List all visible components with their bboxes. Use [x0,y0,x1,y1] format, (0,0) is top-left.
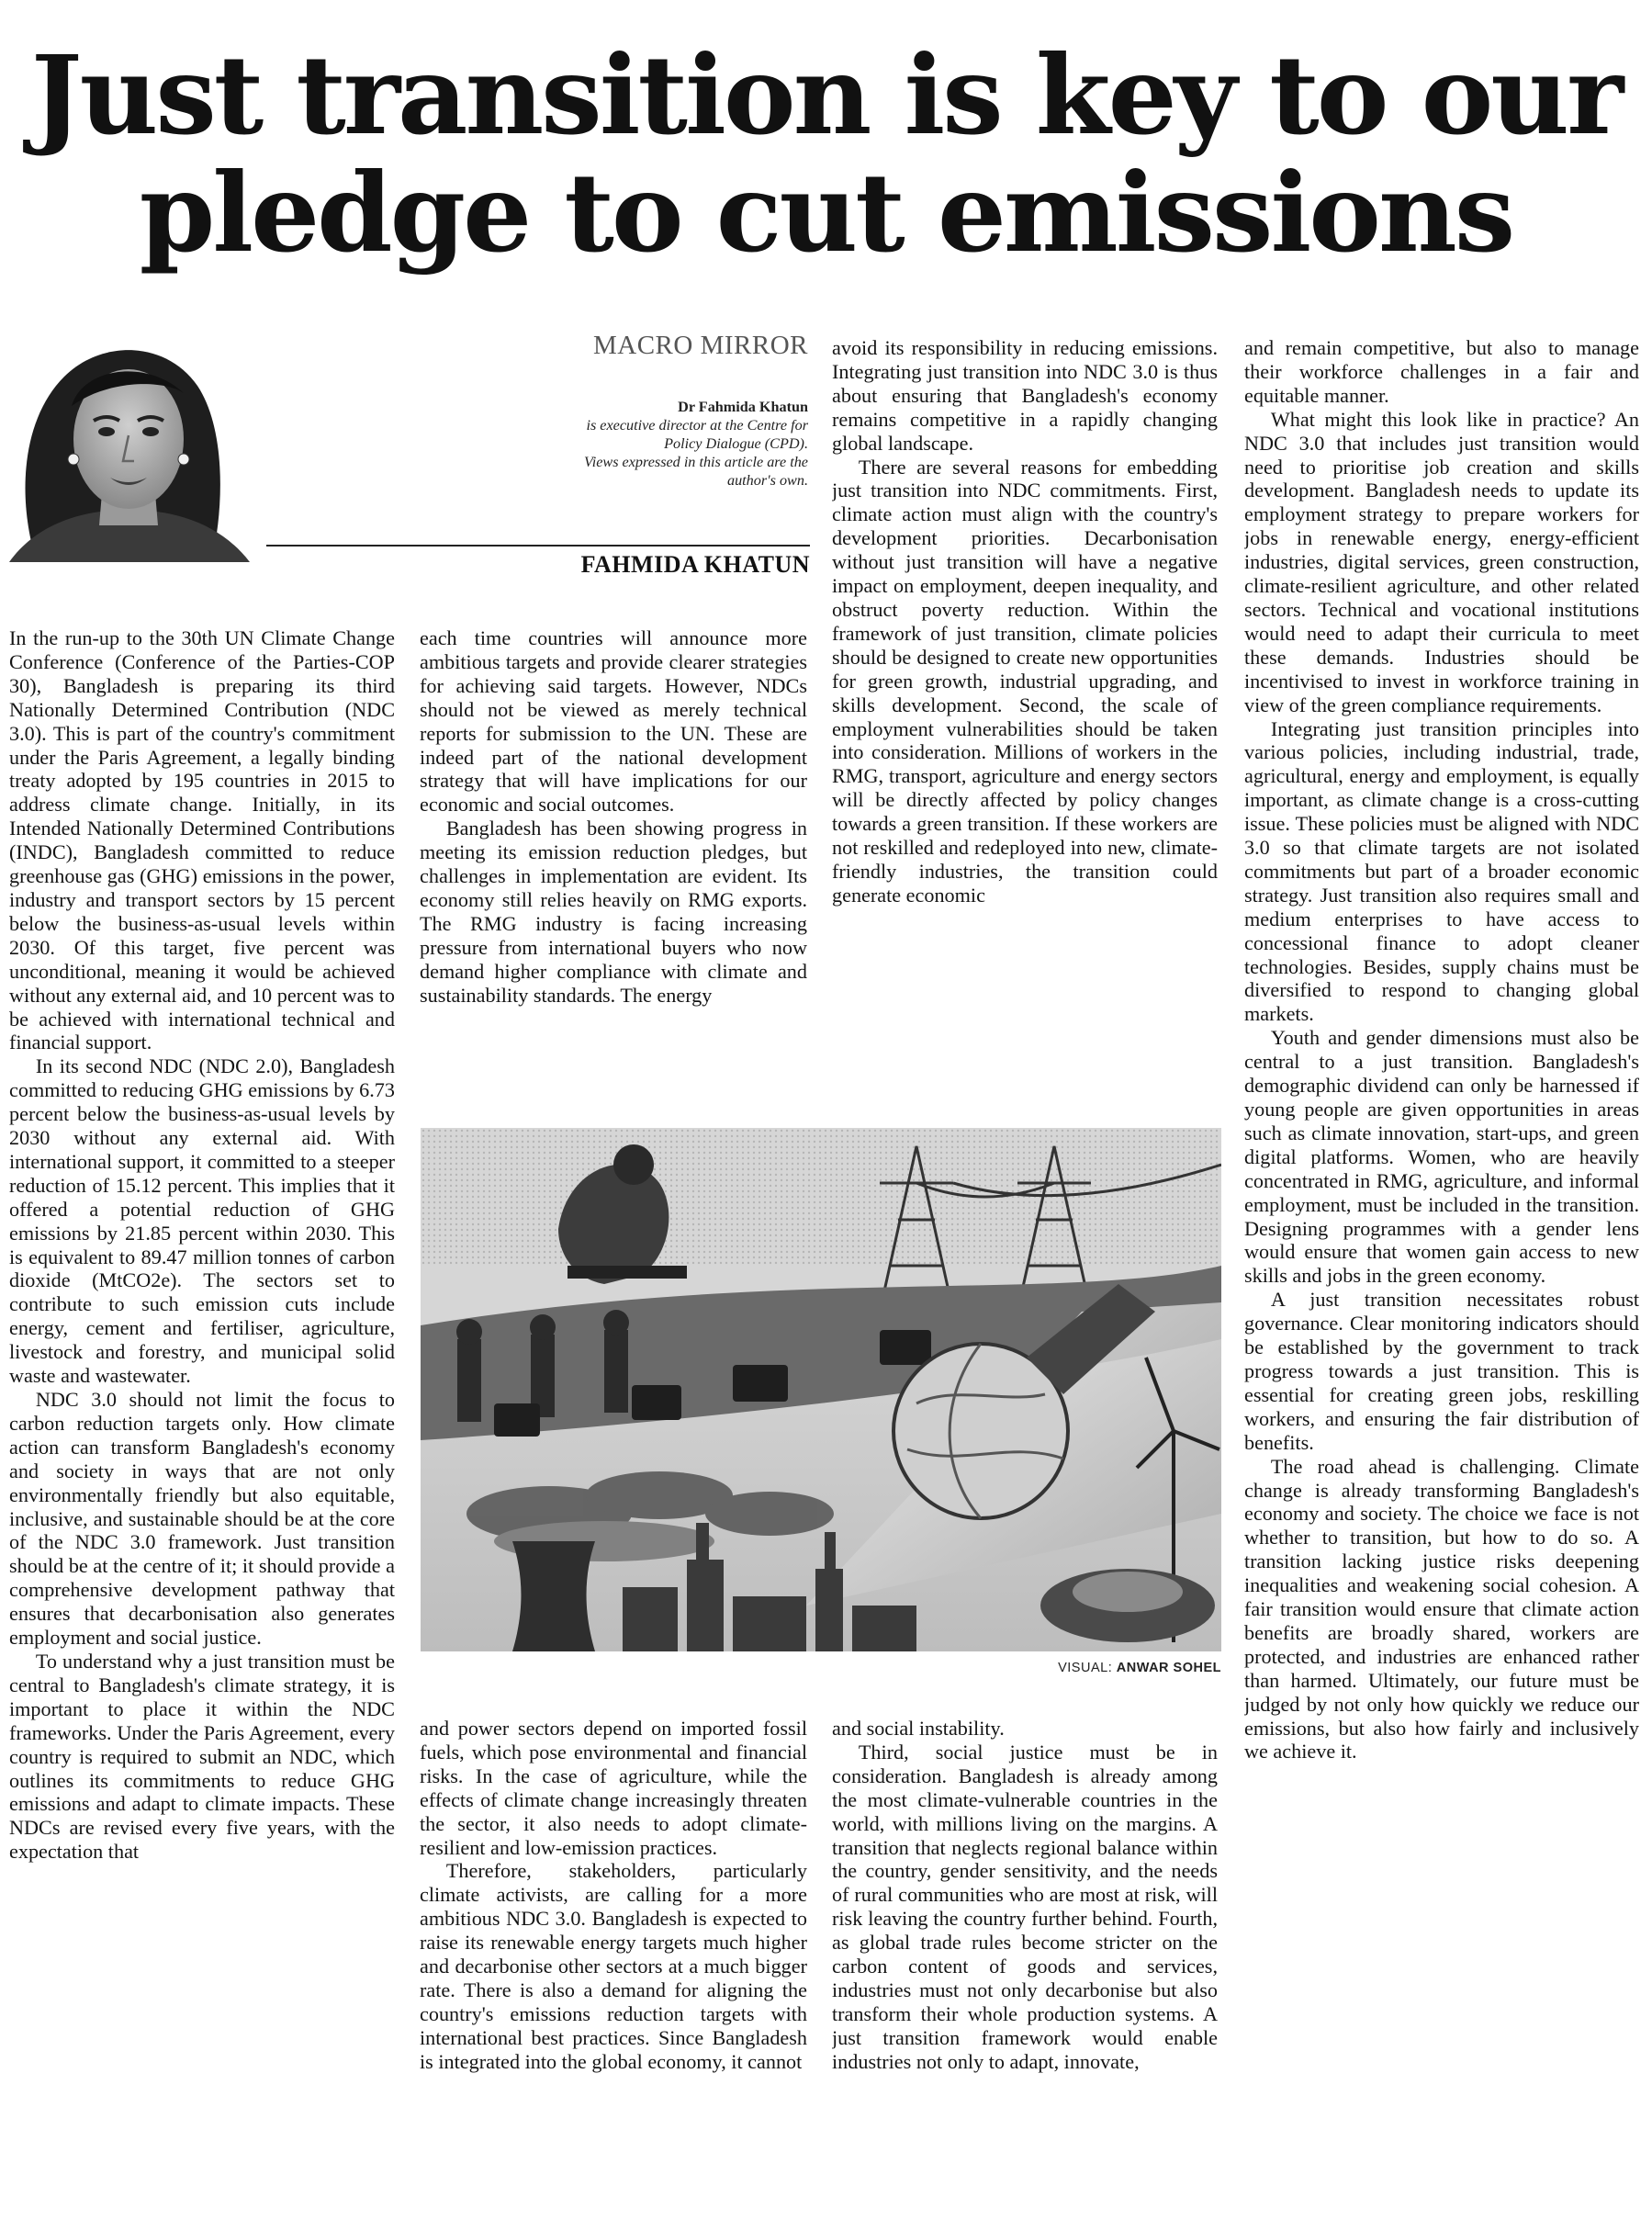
column-label: MACRO MIRROR [592,331,808,360]
article-column-3-top [832,336,1218,1122]
body-paragraph: In its second NDC (NDC 2.0), Bangladesh committed to reducing GHG emissions by 6.73 percent below the business-as-usual levels by 2030 without any external aid. With international support, it committed to a steeper reduction of 15.12 percent. This implies that it offered a potential reduction of GHG emissions by 21.85 percent within 2030. This is equivalent to 89.47 million tonnes of carbon dioxide (MtCO2e). The sectors set to contribute to such emission cuts include energy, cement and fertiliser, agriculture, livestock and forestry, and municipal solid waste and wastewater. [9,1054,395,1388]
body-paragraph: Bangladesh has been showing progress in meeting its emission reduction pledges, but challenges in implementation are evident. Its economy still relies heavily on RMG exports. The RMG industry is facing increasing pressure from international buyers who now demand higher compliance with climate and sustainability standards. The energy [420,817,807,1007]
headline-line-2: pledge to cut emissions [139,149,1513,276]
article-column-3-bottom [832,1717,1218,2220]
visual-credit [918,1661,1221,1675]
body-paragraph: Youth and gender dimensions must also be central to a just transition. Bangladesh's demographic dividend can only be harnessed if young people are given opportunities in areas such as climate innovation, start-ups, and green digital platforms. Women, who are heavily concentrated in RMG, agriculture, and informal employment, must be included in the transition. Designing programmes with a gender lens would ensure that women gain access to new skills and jobs in the green economy. [1244,1026,1639,1288]
article-column-4 [1244,336,1639,2220]
body-paragraph: The road ahead is challenging. Climate change is already transforming Bangladesh's economy and society. The choice we face is not whether to transition, but how to do so. A transition lacking justice risks deepening inequalities and weakening social cohesion. A fair transition would ensure that climate action benefits are broadly shared, workers are protected, and industries are enhanced rather than harmed. Ultimately, our future must be judged by not only how quickly we reduce our emissions, but also how fairly and inclusively we achieve it. [1244,1454,1639,1764]
author-bio-line: is executive director at the Centre for [586,417,808,434]
headline-line-1: Just transition is key to our [30,31,1622,159]
body-paragraph: avoid its responsibility in reducing emissions. Integrating just transition into NDC 3.0 is thus about ensuring that Bangladesh's economy remains competitive in a rapidly changing global landscape. [832,336,1218,455]
body-paragraph: NDC 3.0 should not limit the focus to carbon reduction targets only. How climate action can transform Bangladesh's economy and society in ways that are not only environmentally friendly but also equitable, inclusive, and sustainable should be at the core of the NDC 3.0 framework. Just transition should be at the centre of it; it should provide a comprehensive development pathway that ensures that decarbonisation also generates employment and social justice. [9,1388,395,1650]
body-paragraph: and remain competitive, but also to manage their workforce challenges in a fair and equitable manner. [1244,336,1639,407]
body-paragraph: each time countries will announce more ambitious targets and provide clearer strategies for achieving said targets. However, NDCs should not be viewed as merely technical reports for submission to the UN. These are indeed part of the national development strategy that will have implications for our economic and social outcomes. [420,626,807,817]
illustration [421,1128,1221,1651]
byline: FAHMIDA KHATUN [580,551,810,578]
body-paragraph: To understand why a just transition must be central to Bangladesh's climate strategy, it is important to place it within the NDC frameworks. Under the Paris Agreement, every country is required to submit an NDC, which outlines its commitments to reduce GHG emissions and adapt to climate impacts. These NDCs are revised every five years, with the expectation that [9,1649,395,1864]
body-paragraph: In the run-up to the 30th UN Climate Change Conference (Conference of the Parties-COP 30), Bangladesh is preparing its third Nationally Determined Contribution (NDC 3.0). This is part of the country's commitment under the Paris Agreement, a legally binding treaty adopted by 195 countries in 2015 to address climate change. Initially, in its Intended Nationally Determined Contributions (INDC), Bangladesh committed to reduce greenhouse gas (GHG) emissions in the power, industry and transport sectors by 15 percent below the business-as-usual levels within 2030. Of this target, five percent was unconditional, meaning it would be achieved without any external aid, and 10 percent was to be achieved with international technical and financial support. [9,626,395,1054]
visual-credit-label: VISUAL: [1058,1661,1113,1675]
author-bio [487,398,808,490]
body-paragraph: and social instability. [832,1717,1005,1740]
body-paragraph: and power sectors depend on imported fossil fuels, which pose environmental and financial risks. In the case of agriculture, while the effects of climate change increasingly threaten the sector, it also needs to adopt climate-resilient and low-emission practices. [420,1717,807,1859]
author-portrait [0,321,266,562]
author-name: Dr Fahmida Khatun [678,399,808,415]
article-column-1 [9,626,395,2220]
byline-divider [266,545,810,547]
article-column-2-bottom [420,1717,807,2220]
body-paragraph: A just transition necessitates robust governance. Clear monitoring indicators should be established by the government to track progress towards a just transition. This is essential for creating green jobs, reskilling workers, and ensuring the fair distribution of benefits. [1244,1288,1639,1454]
article-column-2-top [420,626,807,1122]
body-paragraph: Therefore, stakeholders, particularly climate activists, are calling for a more ambitious NDC 3.0. Bangladesh is expected to raise its renewable energy targets much higher and decarbonise other sectors at a much bigger rate. There is also a demand for aligning the country's emissions reduction targets with international best practices. Since Bangladesh is integrated into the global economy, it cannot [420,1859,807,2073]
visual-credit-name: ANWAR SOHEL [1116,1661,1221,1675]
headline [0,31,1652,276]
author-bio-line: Policy Dialogue (CPD). [664,435,808,452]
author-bio-line: author's own. [726,472,808,489]
body-paragraph: There are several reasons for embedding just transition into NDC commitments. First, climate action must align with the country's development priorities. Decarbonisation without just transition will have a negative impact on employment, deepen inequality, and obstruct poverty reduction. Within the framework of just transition, climate policies should be designed to create new opportunities for green growth, industrial upgrading, and skills development. Second, the scale of employment vulnerabilities should be taken into consideration. Millions of workers in the RMG, transport, agriculture and energy sectors will be directly affected by policy changes towards a green transition. If these workers are not reskilled and redeployed into new, climate-friendly industries, the transition could generate economic [832,455,1218,907]
body-paragraph: Third, social justice must be in consideration. Bangladesh is already among the most climate-vulnerable countries in the world, with millions living on the margins. A transition that neglects regional balance within the country, gender sensitivity, and the needs of rural communities who are most at risk, will risk leaving the country further behind. Fourth, as global trade rules become stricter on the carbon content of goods and services, industries must not only decarbonise but also transform their whole production systems. A just transition framework would enable industries not only to adapt, innovate, [832,1740,1218,2073]
body-paragraph: Integrating just transition principles into various policies, including industrial, trade, agricultural, energy and employment, is equally important, as climate change is a cross-cutting issue. These policies must be aligned with NDC 3.0 so that climate targets are not isolated commitments but part of a broader economic strategy. Just transition also requires small and medium enterprises to have access to concessional finance to adopt cleaner technologies. Besides, supply chains must be diversified to respond to changing global markets. [1244,716,1639,1026]
body-paragraph: What might this look like in practice? An NDC 3.0 that includes just transition would need to prioritise job creation and skills development. Bangladesh needs to update its employment strategy to prepare workers for jobs in renewable energy, energy-efficient industries, digital services, green construction, climate-resilient agriculture, and other related sectors. Technical and vocational institutions would need to adapt their curricula to meet these demands. Industries should be incentivised to invest in workforce training in view of the green compliance requirements. [1244,407,1639,716]
author-bio-line: Views expressed in this article are the [584,454,808,470]
